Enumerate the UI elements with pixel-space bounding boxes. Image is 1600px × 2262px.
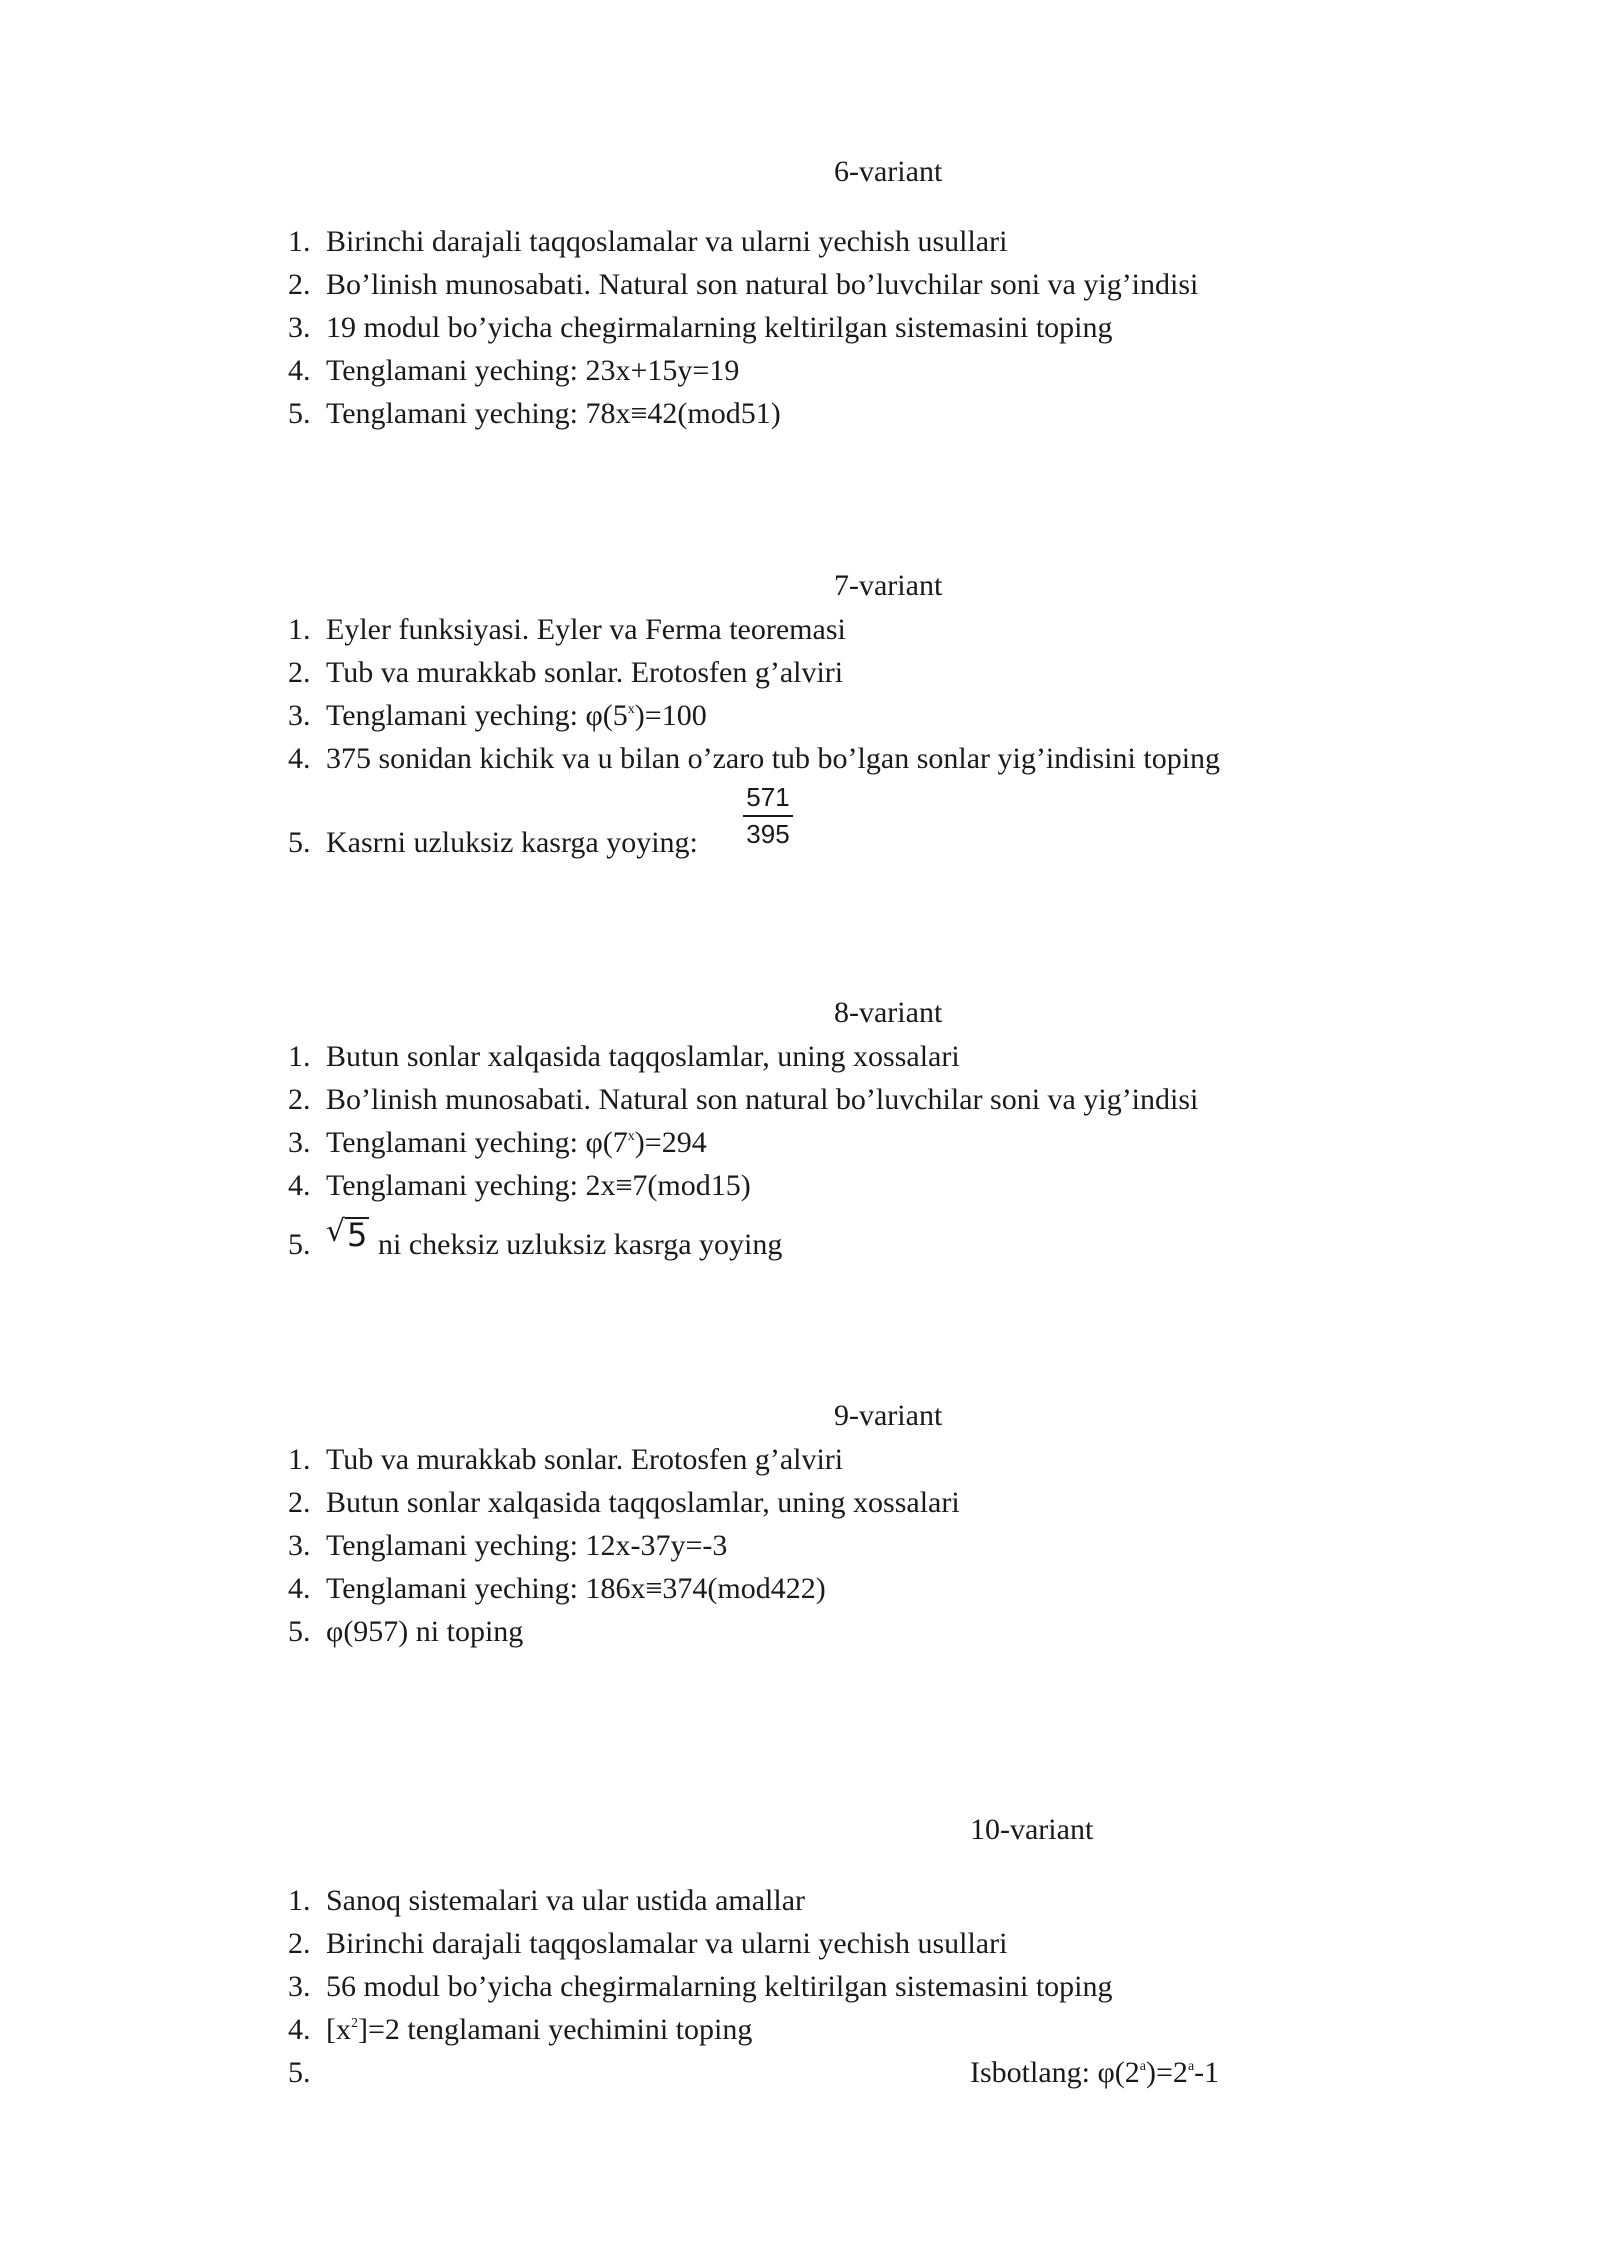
radicand: 5 (347, 1216, 368, 1254)
superscript: a (1187, 2059, 1195, 2074)
item-number: 5. (288, 1228, 311, 1261)
variant-8-title: 8-variant (834, 996, 943, 1029)
variant-10-item-5-text (970, 2055, 1219, 2091)
superscript: x (627, 702, 635, 717)
item-text: Butun sonlar xalqasida taqqoslamlar, uning xossalari (326, 1040, 960, 1073)
item-text: Tenglamani yeching: 186x≡374(mod422) (326, 1572, 826, 1605)
variant-10-item-1 (288, 1883, 805, 1919)
item-number: 1. (288, 225, 311, 258)
variant-6-item-3 (288, 310, 1113, 346)
item-text-start: Tenglamani yeching: φ(7 (326, 1126, 628, 1159)
item-text: Birinchi darajali taqqoslamalar va ularni yechish usullari (326, 225, 1008, 258)
item-text: Tenglamani yeching: 2x≡7(mod15) (326, 1169, 751, 1202)
item-text-start: [x (326, 2013, 351, 2046)
item-number: 3. (288, 311, 311, 344)
item-number: 1. (288, 613, 311, 646)
variant-10-item-2 (288, 1926, 1007, 1962)
item-number: 2. (288, 656, 311, 689)
fraction-denominator: 395 (746, 819, 790, 849)
item-text: Kasrni uzluksiz kasrga yoying: (326, 826, 698, 859)
item-number: 4. (288, 742, 311, 775)
item-number: 4. (288, 354, 311, 387)
item-text: Birinchi darajali taqqoslamalar va ularni yechish usullari (326, 1927, 1008, 1960)
item-text-end: )=100 (634, 699, 707, 732)
item-number: 2. (288, 268, 311, 301)
variant-8-item-3 (288, 1125, 707, 1161)
item-text: 375 sonidan kichik va u bilan o’zaro tub bo’lgan sonlar yig’indisini toping (326, 742, 1221, 775)
fraction-numerator: 571 (746, 782, 790, 812)
item-text-middle: )=2 (1146, 2056, 1188, 2089)
item-text: Sanoq sistemalari va ular ustida amallar (326, 1884, 806, 1917)
item-number: 1. (288, 1443, 311, 1476)
variant-10-title: 10-variant (970, 1813, 1094, 1846)
item-text: Tub va murakkab sonlar. Erotosfen g’alviri (326, 1443, 844, 1476)
item-text-start: Isbotlang: φ(2 (970, 2056, 1140, 2089)
item-text: 56 modul bo’yicha chegirmalarning keltirilgan sistemasini toping (326, 1970, 1113, 2003)
variant-7-item-5 (288, 825, 698, 861)
item-text: Tenglamani yeching: 78x≡42(mod51) (326, 397, 781, 430)
variant-9-title: 9-variant (834, 1399, 943, 1432)
item-text: Bo’linish munosabati. Natural son natural bo’luvchilar soni va yig’indisi (326, 268, 1199, 301)
variant-7-item-1 (288, 612, 846, 648)
variant-8-item-4 (288, 1168, 751, 1204)
item-number: 1. (288, 1040, 311, 1073)
item-text: Butun sonlar xalqasida taqqoslamlar, uning xossalari (326, 1486, 960, 1519)
item-number: 2. (288, 1927, 311, 1960)
radical-sign: √ (326, 1214, 346, 1249)
item-number: 2. (288, 1083, 311, 1116)
item-text: Bo’linish munosabati. Natural son natural bo’luvchilar soni va yig’indisi (326, 1083, 1199, 1116)
variant-7-item-4 (288, 741, 1220, 777)
item-text: Tenglamani yeching: 23x+15y=19 (326, 354, 740, 387)
item-text-end: -1 (1194, 2056, 1220, 2089)
superscript: a (1139, 2059, 1147, 2074)
square-root (326, 1214, 345, 1249)
fraction-bar (743, 815, 793, 817)
variant-6-item-5 (288, 396, 781, 432)
variant-9-item-2 (288, 1485, 960, 1521)
variant-6-item-4 (288, 353, 739, 389)
variant-8-item-2 (288, 1082, 1198, 1118)
variant-9-item-5 (288, 1614, 523, 1650)
item-text-end: )=294 (634, 1126, 707, 1159)
item-number: 3. (288, 1970, 311, 2003)
item-number: 3. (288, 1126, 311, 1159)
item-text: Tub va murakkab sonlar. Erotosfen g’alviri (326, 656, 844, 689)
item-number: 1. (288, 1884, 311, 1917)
item-text: ni cheksiz uzluksiz kasrga yoying (378, 1228, 783, 1261)
variant-9-item-4 (288, 1571, 826, 1607)
item-text-end: ]=2 tenglamani yechimini toping (358, 2013, 753, 2046)
variant-8-item-1 (288, 1039, 960, 1075)
variant-7-item-2 (288, 655, 843, 691)
item-number: 2. (288, 1486, 311, 1519)
item-number: 4. (288, 2013, 311, 2046)
superscript: x (627, 1129, 635, 1144)
item-number: 5. (288, 2056, 311, 2089)
superscript: 2 (351, 2016, 358, 2031)
item-number: 5. (288, 1615, 311, 1648)
item-text-start: Tenglamani yeching: φ(5 (326, 699, 628, 732)
variant-7-item-3 (288, 698, 707, 734)
variant-6-item-2 (288, 267, 1198, 303)
variant-6-title: 6-variant (834, 155, 943, 188)
item-number: 4. (288, 1169, 311, 1202)
variant-10-item-5 (288, 2055, 326, 2091)
item-text: Eyler funksiyasi. Eyler va Ferma teoremasi (326, 613, 846, 646)
item-number: 3. (288, 1529, 311, 1562)
item-number: 5. (288, 826, 311, 859)
variant-10-item-3 (288, 1969, 1113, 2005)
item-text: φ(957) ni toping (326, 1615, 524, 1648)
item-number: 4. (288, 1572, 311, 1605)
item-text: 19 modul bo’yicha chegirmalarning keltirilgan sistemasini toping (326, 311, 1113, 344)
variant-9-item-3 (288, 1528, 727, 1564)
variant-10-item-4 (288, 2012, 752, 2048)
variant-9-item-1 (288, 1442, 843, 1478)
variant-7-title: 7-variant (834, 569, 943, 602)
item-text: Tenglamani yeching: 12x-37y=-3 (326, 1529, 728, 1562)
item-number: 3. (288, 699, 311, 732)
variant-6-item-1 (288, 224, 1007, 260)
item-number: 5. (288, 397, 311, 430)
